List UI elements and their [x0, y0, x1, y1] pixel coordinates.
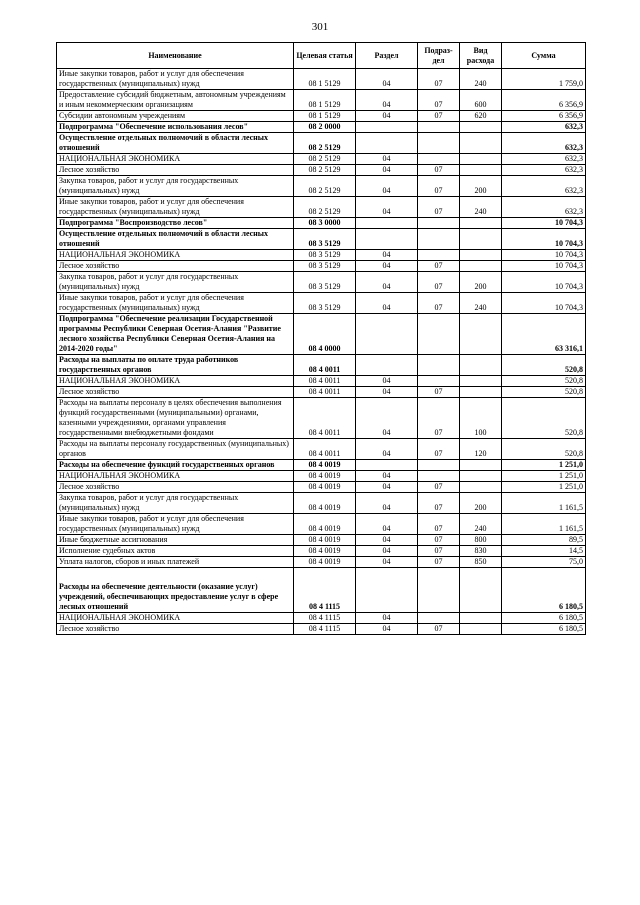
cell-section: 04: [356, 471, 418, 482]
cell-subsection: 07: [418, 261, 460, 272]
cell-name: Лесное хозяйство: [57, 482, 294, 493]
cell-amount: 63 316,1: [502, 314, 586, 355]
cell-expense-type: 240: [460, 69, 502, 90]
cell-expense-type: 850: [460, 557, 502, 568]
table-row: [57, 272, 586, 293]
cell-target: 08 3 5129: [294, 250, 356, 261]
cell-subsection: [418, 460, 460, 471]
cell-amount: 520,8: [502, 439, 586, 460]
cell-subsection: [418, 568, 460, 613]
cell-name: Расходы на выплаты по оплате труда работников государственных органов: [57, 355, 294, 376]
cell-name: НАЦИОНАЛЬНАЯ ЭКОНОМИКА: [57, 376, 294, 387]
cell-section: 04: [356, 176, 418, 197]
cell-section: 04: [356, 514, 418, 535]
cell-expense-type: [460, 376, 502, 387]
cell-amount: 6 356,9: [502, 90, 586, 111]
cell-name: Уплата налогов, сборов и иных платежей: [57, 557, 294, 568]
cell-amount: 10 704,3: [502, 229, 586, 250]
table-row: [57, 250, 586, 261]
cell-amount: 520,8: [502, 398, 586, 439]
cell-expense-type: 800: [460, 535, 502, 546]
table-row: [57, 122, 586, 133]
cell-subsection: 07: [418, 165, 460, 176]
cell-subsection: 07: [418, 90, 460, 111]
table-row: [57, 546, 586, 557]
cell-section: [356, 460, 418, 471]
cell-expense-type: [460, 355, 502, 376]
cell-target: 08 1 5129: [294, 90, 356, 111]
cell-target: 08 4 0019: [294, 493, 356, 514]
cell-target: 08 4 0019: [294, 557, 356, 568]
cell-name: Лесное хозяйство: [57, 165, 294, 176]
cell-amount: 6 356,9: [502, 111, 586, 122]
cell-subsection: 07: [418, 176, 460, 197]
cell-section: 04: [356, 624, 418, 635]
table-row: [57, 482, 586, 493]
cell-amount: 89,5: [502, 535, 586, 546]
cell-name: Осуществление отдельных полномочий в области лесных отношений: [57, 229, 294, 250]
table-row: [57, 176, 586, 197]
cell-section: 04: [356, 493, 418, 514]
cell-expense-type: [460, 568, 502, 613]
cell-subsection: 07: [418, 398, 460, 439]
header-name: Наименование: [57, 43, 294, 69]
cell-subsection: 07: [418, 439, 460, 460]
cell-expense-type: 100: [460, 398, 502, 439]
cell-target: 08 4 0019: [294, 460, 356, 471]
cell-expense-type: [460, 613, 502, 624]
cell-subsection: [418, 133, 460, 154]
cell-amount: 75,0: [502, 557, 586, 568]
cell-expense-type: [460, 471, 502, 482]
cell-section: 04: [356, 398, 418, 439]
cell-name: Исполнение судебных актов: [57, 546, 294, 557]
cell-section: 04: [356, 111, 418, 122]
cell-subsection: 07: [418, 535, 460, 546]
cell-subsection: 07: [418, 624, 460, 635]
cell-target: 08 1 5129: [294, 69, 356, 90]
cell-name: Закупка товаров, работ и услуг для государственных (муниципальных) нужд: [57, 176, 294, 197]
table-row: [57, 398, 586, 439]
cell-section: [356, 122, 418, 133]
cell-expense-type: [460, 387, 502, 398]
cell-section: [356, 133, 418, 154]
table-row: [57, 314, 586, 355]
cell-amount: 520,8: [502, 376, 586, 387]
cell-target: 08 4 0011: [294, 398, 356, 439]
cell-subsection: 07: [418, 197, 460, 218]
cell-name: Расходы на выплаты персоналу в целях обеспечения выполнения функций государственными (муниципальными) органами, казенными учреждениями, органами управления государственными внебюджетными фондами: [57, 398, 294, 439]
cell-amount: 632,3: [502, 133, 586, 154]
cell-subsection: [418, 218, 460, 229]
cell-expense-type: 620: [460, 111, 502, 122]
cell-amount: 1 251,0: [502, 460, 586, 471]
cell-section: 04: [356, 376, 418, 387]
cell-name: Закупка товаров, работ и услуг для государственных (муниципальных) нужд: [57, 493, 294, 514]
table-row: [57, 229, 586, 250]
cell-name: Иные закупки товаров, работ и услуг для обеспечения государственных (муниципальных) нужд: [57, 293, 294, 314]
cell-amount: 1 759,0: [502, 69, 586, 90]
cell-amount: 6 180,5: [502, 613, 586, 624]
cell-name: Закупка товаров, работ и услуг для государственных (муниципальных) нужд: [57, 272, 294, 293]
cell-amount: 10 704,3: [502, 218, 586, 229]
cell-expense-type: 240: [460, 514, 502, 535]
header-amount: Сумма: [502, 43, 586, 69]
table-row: [57, 261, 586, 272]
cell-amount: 14,5: [502, 546, 586, 557]
cell-subsection: [418, 613, 460, 624]
cell-expense-type: [460, 229, 502, 250]
cell-name: Подпрограмма "Обеспечение реализации Государственной программы Республики Северная Осетия-Алания "Развитие лесного хозяйства Республики Северная Осетия-Алания на 2014-2020 годы": [57, 314, 294, 355]
cell-subsection: [418, 376, 460, 387]
cell-amount: 632,3: [502, 176, 586, 197]
cell-expense-type: 830: [460, 546, 502, 557]
page-number: 301: [311, 21, 329, 33]
cell-name: Субсидии автономным учреждениям: [57, 111, 294, 122]
cell-subsection: 07: [418, 69, 460, 90]
cell-expense-type: [460, 218, 502, 229]
cell-target: 08 3 5129: [294, 229, 356, 250]
cell-name: Иные закупки товаров, работ и услуг для обеспечения государственных (муниципальных) нужд: [57, 69, 294, 90]
cell-expense-type: 240: [460, 197, 502, 218]
cell-section: 04: [356, 250, 418, 261]
cell-target: 08 2 5129: [294, 133, 356, 154]
cell-section: 04: [356, 165, 418, 176]
cell-name: НАЦИОНАЛЬНАЯ ЭКОНОМИКА: [57, 471, 294, 482]
table-row: [57, 165, 586, 176]
cell-target: 08 4 0019: [294, 482, 356, 493]
cell-expense-type: 200: [460, 493, 502, 514]
cell-target: 08 1 5129: [294, 111, 356, 122]
table-row: [57, 471, 586, 482]
cell-section: 04: [356, 197, 418, 218]
cell-subsection: 07: [418, 482, 460, 493]
table-row: [57, 90, 586, 111]
cell-amount: 632,3: [502, 197, 586, 218]
header-expense-type: Вид расхода: [460, 43, 502, 69]
cell-name: Расходы на обеспечение деятельности (оказание услуг) учреждений, обеспечивающих предоставление услуг в сфере лесных отношений: [57, 568, 294, 613]
cell-expense-type: [460, 460, 502, 471]
cell-expense-type: 120: [460, 439, 502, 460]
cell-amount: 632,3: [502, 122, 586, 133]
cell-section: [356, 355, 418, 376]
cell-target: 08 4 0000: [294, 314, 356, 355]
table-row: [57, 376, 586, 387]
cell-expense-type: [460, 314, 502, 355]
cell-subsection: [418, 471, 460, 482]
table-row: [57, 133, 586, 154]
table-row: [57, 613, 586, 624]
cell-section: 04: [356, 557, 418, 568]
cell-target: 08 4 1115: [294, 568, 356, 613]
cell-expense-type: [460, 482, 502, 493]
cell-expense-type: 200: [460, 272, 502, 293]
cell-expense-type: [460, 133, 502, 154]
cell-name: Иные закупки товаров, работ и услуг для обеспечения государственных (муниципальных) нужд: [57, 197, 294, 218]
cell-target: 08 4 1115: [294, 624, 356, 635]
cell-section: 04: [356, 482, 418, 493]
cell-subsection: [418, 122, 460, 133]
cell-name: Лесное хозяйство: [57, 261, 294, 272]
table-row: [57, 568, 586, 613]
cell-expense-type: [460, 250, 502, 261]
header-section: Раздел: [356, 43, 418, 69]
cell-amount: 1 251,0: [502, 482, 586, 493]
cell-target: 08 4 0011: [294, 387, 356, 398]
cell-amount: 10 704,3: [502, 261, 586, 272]
cell-amount: 10 704,3: [502, 272, 586, 293]
cell-section: 04: [356, 535, 418, 546]
cell-section: [356, 229, 418, 250]
cell-section: [356, 314, 418, 355]
cell-amount: 632,3: [502, 154, 586, 165]
cell-target: 08 4 0019: [294, 514, 356, 535]
cell-subsection: 07: [418, 557, 460, 568]
header-subsection: Подраз-дел: [418, 43, 460, 69]
cell-amount: 632,3: [502, 165, 586, 176]
table-row: [57, 624, 586, 635]
cell-expense-type: [460, 261, 502, 272]
cell-expense-type: 240: [460, 293, 502, 314]
cell-subsection: [418, 229, 460, 250]
cell-expense-type: 600: [460, 90, 502, 111]
table-row: [57, 439, 586, 460]
table-row: [57, 218, 586, 229]
cell-subsection: 07: [418, 493, 460, 514]
budget-table: [56, 42, 586, 635]
cell-target: 08 2 5129: [294, 176, 356, 197]
cell-name: Расходы на выплаты персоналу государственных (муниципальных) органов: [57, 439, 294, 460]
cell-target: 08 3 5129: [294, 261, 356, 272]
cell-subsection: [418, 314, 460, 355]
cell-section: 04: [356, 154, 418, 165]
cell-amount: 10 704,3: [502, 250, 586, 261]
cell-subsection: [418, 250, 460, 261]
cell-section: 04: [356, 261, 418, 272]
cell-subsection: 07: [418, 387, 460, 398]
table-row: [57, 514, 586, 535]
cell-amount: 520,8: [502, 387, 586, 398]
table-row: [57, 460, 586, 471]
cell-name: Предоставление субсидий бюджетным, автономным учреждениям и иным некоммерческим организациям: [57, 90, 294, 111]
cell-amount: 520,8: [502, 355, 586, 376]
cell-name: НАЦИОНАЛЬНАЯ ЭКОНОМИКА: [57, 154, 294, 165]
cell-section: [356, 568, 418, 613]
table-row: [57, 197, 586, 218]
cell-name: Подпрограмма "Обеспечение использования лесов": [57, 122, 294, 133]
cell-name: Подпрограмма "Воспроизводство лесов": [57, 218, 294, 229]
cell-subsection: [418, 154, 460, 165]
cell-name: Расходы на обеспечение функций государственных органов: [57, 460, 294, 471]
cell-expense-type: [460, 624, 502, 635]
cell-expense-type: [460, 122, 502, 133]
cell-target: 08 2 5129: [294, 197, 356, 218]
cell-name: Иные закупки товаров, работ и услуг для обеспечения государственных (муниципальных) нужд: [57, 514, 294, 535]
cell-section: 04: [356, 546, 418, 557]
cell-name: Лесное хозяйство: [57, 624, 294, 635]
cell-expense-type: [460, 165, 502, 176]
cell-section: 04: [356, 439, 418, 460]
table-header-row: [57, 43, 586, 69]
cell-subsection: 07: [418, 546, 460, 557]
table-row: [57, 69, 586, 90]
cell-expense-type: [460, 154, 502, 165]
cell-name: Осуществление отдельных полномочий в области лесных отношений: [57, 133, 294, 154]
header-target: Целевая статья: [294, 43, 356, 69]
cell-subsection: 07: [418, 293, 460, 314]
table-row: [57, 535, 586, 546]
cell-amount: 10 704,3: [502, 293, 586, 314]
cell-amount: 1 161,5: [502, 493, 586, 514]
cell-amount: 1 251,0: [502, 471, 586, 482]
cell-target: 08 4 0011: [294, 439, 356, 460]
table-row: [57, 154, 586, 165]
cell-subsection: 07: [418, 272, 460, 293]
table-row: [57, 557, 586, 568]
cell-expense-type: 200: [460, 176, 502, 197]
cell-target: 08 2 5129: [294, 154, 356, 165]
cell-target: 08 4 1115: [294, 613, 356, 624]
cell-section: 04: [356, 613, 418, 624]
cell-name: Лесное хозяйство: [57, 387, 294, 398]
cell-amount: 6 180,5: [502, 624, 586, 635]
cell-target: 08 4 0019: [294, 535, 356, 546]
cell-target: 08 4 0019: [294, 546, 356, 557]
cell-section: 04: [356, 272, 418, 293]
cell-section: [356, 218, 418, 229]
cell-name: НАЦИОНАЛЬНАЯ ЭКОНОМИКА: [57, 250, 294, 261]
cell-name: НАЦИОНАЛЬНАЯ ЭКОНОМИКА: [57, 613, 294, 624]
cell-target: 08 2 0000: [294, 122, 356, 133]
cell-section: 04: [356, 387, 418, 398]
cell-target: 08 3 5129: [294, 293, 356, 314]
cell-target: 08 3 0000: [294, 218, 356, 229]
table-row: [57, 111, 586, 122]
cell-subsection: 07: [418, 111, 460, 122]
cell-section: 04: [356, 293, 418, 314]
cell-target: 08 4 0019: [294, 471, 356, 482]
cell-section: 04: [356, 69, 418, 90]
cell-target: 08 4 0011: [294, 355, 356, 376]
table-row: [57, 387, 586, 398]
table-row: [57, 493, 586, 514]
cell-subsection: [418, 355, 460, 376]
cell-target: 08 2 5129: [294, 165, 356, 176]
cell-subsection: 07: [418, 514, 460, 535]
table-row: [57, 355, 586, 376]
cell-amount: 1 161,5: [502, 514, 586, 535]
cell-amount: 6 180,5: [502, 568, 586, 613]
cell-name: Иные бюджетные ассигнования: [57, 535, 294, 546]
cell-target: 08 4 0011: [294, 376, 356, 387]
cell-section: 04: [356, 90, 418, 111]
cell-target: 08 3 5129: [294, 272, 356, 293]
table-row: [57, 293, 586, 314]
